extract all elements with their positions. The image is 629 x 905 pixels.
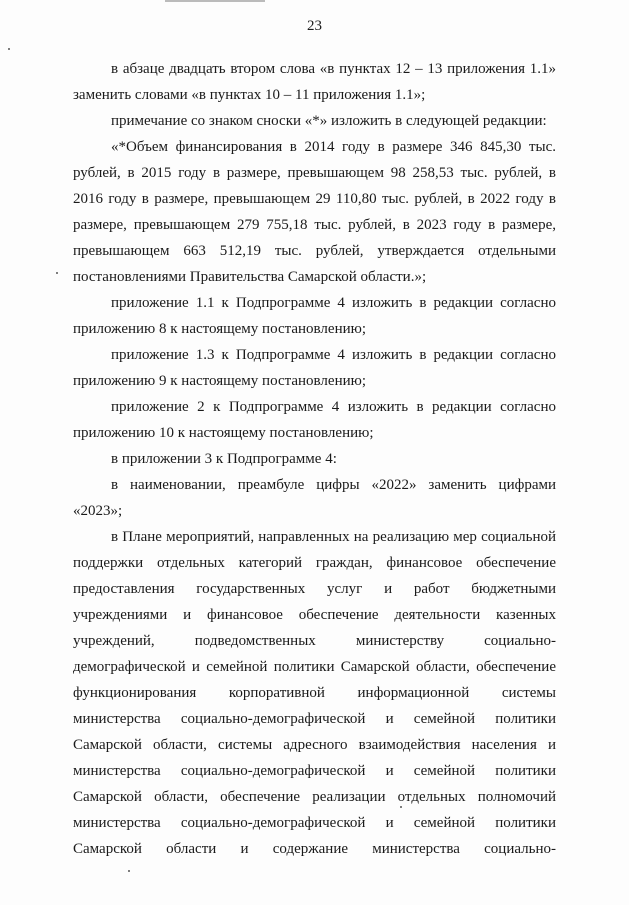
- scan-speck: [128, 870, 130, 872]
- scan-edge-mark: [165, 0, 265, 2]
- page-number: 23: [307, 18, 322, 34]
- paragraph-appendix-1-1: приложение 1.1 к Подпрограмме 4 изложить в редакции согласно приложению 8 к настоящему постановлению;: [73, 295, 556, 337]
- scan-speck: [8, 48, 10, 50]
- paragraph-footnote-intro: примечание со знаком сноски «*» изложить в следующей редакции:: [111, 113, 547, 129]
- document-body: [73, 56, 556, 862]
- paragraph-appendix-3-intro: в приложении 3 к Подпрограмме 4:: [111, 451, 337, 467]
- paragraph-amend-22nd: в абзаце двадцать втором слова «в пунктах 12 – 13 приложения 1.1» заменить словами «в пунктах 10 – 11 приложения 1.1»;: [73, 61, 556, 103]
- paragraph-appendix-1-3: приложение 1.3 к Подпрограмме 4 изложить в редакции согласно приложению 9 к настоящему постановлению;: [73, 347, 556, 389]
- paragraph-footnote-text: «*Объем финансирования в 2014 году в размере 346 845,30 тыс. рублей, в 2015 году в размере, превышающем 98 258,53 тыс. рублей, в 2016 году в размере, превышающем 29 110,80 тыс. рублей, в 2022 году в размере, превышающем 279 755,18 тыс. рублей, в 2023 году в размере, превышающем 663 512,19 тыс. рублей, утверждается отдельными постановлениями Правительства Самарской области.»;: [73, 139, 556, 285]
- paragraph-appendix-2: приложение 2 к Подпрограмме 4 изложить в редакции согласно приложению 10 к настоящему постановлению;: [73, 399, 556, 441]
- paragraph-action-plan: в Плане мероприятий, направленных на реализацию мер социальной поддержки отдельных категорий граждан, финансовое обеспечение предоставления государственных услуг и работ бюджетными учреждениями и финансовое обеспечение деятельности казенных учреждений, подведомственных министерству социально-демографической и семейной политики Самарской области, обеспечение функционирования корпоративной информационной системы министерства социально-демографической и семейной политики Самарской области, системы адресного взаимодействия населения и министерства социально-демографической и семейной политики Самарской области, обеспечение реализации отдельных полномочий министерства социально-демографической и семейной политики Самарской области и содержание министерства социально-: [73, 529, 556, 857]
- scan-speck: [56, 272, 58, 274]
- scan-speck: [400, 806, 402, 808]
- paragraph-appendix-3-title: в наименовании, преамбуле цифры «2022» заменить цифрами «2023»;: [73, 477, 556, 519]
